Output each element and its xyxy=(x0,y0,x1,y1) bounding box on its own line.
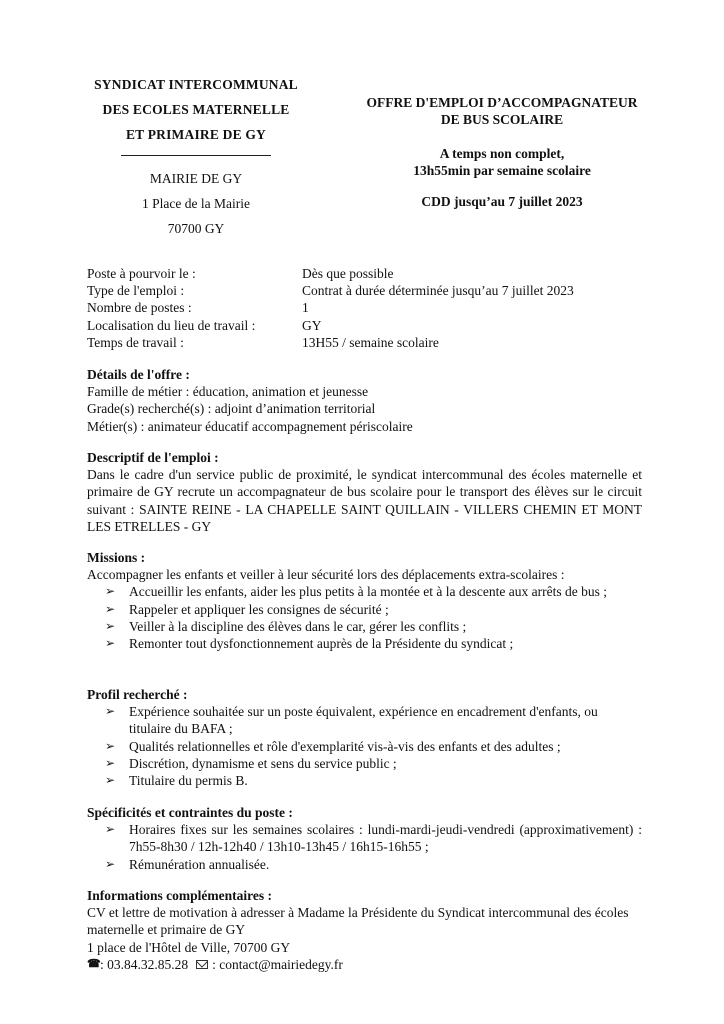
list-item-text: Remonter tout dysfonctionnement auprès de la Présidente du syndicat ; xyxy=(129,636,514,652)
list-item xyxy=(87,821,642,855)
email-address: : contact@mairiedegy.fr xyxy=(212,956,343,972)
missions-intro: Accompagner les enfants et veiller à leur sécurité lors des déplacements extra-scolaires : xyxy=(87,567,565,583)
summary-value: Dès que possible xyxy=(302,266,394,281)
arrow-bullet-icon: ➢ xyxy=(105,636,116,651)
summary-value: 1 xyxy=(302,300,309,316)
list-item-text: Expérience souhaitée sur un poste équivalent, expérience en encadrement d'enfants, ou titulaire du BAFA ; xyxy=(129,704,598,737)
phone-icon: ☎ xyxy=(87,957,101,970)
org-name-line: DES ECOLES MATERNELLE xyxy=(102,102,290,117)
arrow-bullet-icon: ➢ xyxy=(105,618,116,633)
address-line: MAIRIE DE GY xyxy=(149,171,243,186)
summary-value: Contrat à durée déterminée jusqu’au 7 juillet 2023 xyxy=(302,283,574,299)
details-section xyxy=(87,366,642,435)
offer-title-line: OFFRE D'EMPLOI D’ACCOMPAGNATEUR xyxy=(366,95,638,110)
arrow-bullet-icon: ➢ xyxy=(105,584,116,599)
summary-label: Localisation du lieu de travail : xyxy=(87,317,256,333)
arrow-bullet-icon: ➢ xyxy=(105,856,116,871)
contact-line xyxy=(87,956,642,973)
org-name-line: ET PRIMAIRE DE GY xyxy=(125,127,267,142)
list-item-text: Accueillir les enfants, aider les plus petits à la montée et à la descente aux arrêts de bus ; xyxy=(129,584,607,600)
details-line: Famille de métier : éducation, animation et jeunesse xyxy=(87,384,369,400)
arrow-bullet-icon: ➢ xyxy=(105,704,116,719)
section-title: Spécificités et contraintes du poste : xyxy=(87,805,293,820)
profile-list xyxy=(87,703,642,789)
list-item-text: Horaires fixes sur les semaines scolaires : lundi-mardi-jeudi-vendredi (approximativement) : 7h55-8h30 / 12h-12h40 / 13h10-13h45 / 16h15-16h55 ; xyxy=(129,822,642,855)
org-name-line: SYNDICAT INTERCOMMUNAL xyxy=(94,77,298,92)
arrow-bullet-icon: ➢ xyxy=(105,738,116,753)
list-item-text: Rappeler et appliquer les consignes de sécurité ; xyxy=(129,601,389,617)
constraints-section xyxy=(87,804,642,873)
details-line: Métier(s) : animateur éducatif accompagnement périscolaire xyxy=(87,418,413,434)
summary-row xyxy=(87,265,647,282)
phone-number: : 03.84.32.85.28 xyxy=(100,956,189,972)
summary-value: GY xyxy=(302,317,322,333)
info-address: 1 place de l'Hôtel de Ville, 70700 GY xyxy=(87,939,291,955)
summary-row xyxy=(87,317,647,334)
summary-label: Nombre de postes : xyxy=(87,300,192,316)
info-section xyxy=(87,887,642,973)
summary-row xyxy=(87,282,647,299)
summary-row xyxy=(87,334,647,351)
list-item-text: Veiller à la discipline des élèves dans le car, gérer les conflits ; xyxy=(129,618,467,634)
details-line: Grade(s) recherché(s) : adjoint d’animation territorial xyxy=(87,401,376,417)
description-section xyxy=(87,449,642,535)
arrow-bullet-icon: ➢ xyxy=(105,755,116,770)
work-time-line: A temps non complet, xyxy=(439,146,565,161)
missions-section xyxy=(87,549,642,652)
list-item xyxy=(87,583,642,600)
list-item-text: Qualités relationnelles et rôle d'exemplarité vis-à-vis des enfants et des adultes ; xyxy=(129,738,561,754)
list-item xyxy=(87,772,642,789)
summary-label: Poste à pourvoir le : xyxy=(87,266,196,281)
list-item-text: Rémunération annualisée. xyxy=(129,856,270,872)
arrow-bullet-icon: ➢ xyxy=(105,601,116,616)
header-organization xyxy=(80,72,312,241)
list-item xyxy=(87,601,642,618)
summary-label: Type de l'emploi : xyxy=(87,283,185,299)
description-text: Dans le cadre d'un service public de proximité, le syndicat intercommunal des écoles maternelle et primaire de GY recrute un accompagnateur de bus scolaire pour le transport des élèves sur le circuit suivant : SAINTE REINE - LA CHAPELLE SAINT QUILLAIN - VILLERS CHEMIN ET MONT LES ETRELLES - GY xyxy=(87,467,642,534)
section-title: Descriptif de l'emploi : xyxy=(87,450,219,465)
list-item xyxy=(87,738,642,755)
address-line: 70700 GY xyxy=(167,221,225,236)
offer-header xyxy=(352,94,652,210)
arrow-bullet-icon: ➢ xyxy=(105,822,116,837)
section-title: Informations complémentaires : xyxy=(87,888,272,903)
section-title: Missions : xyxy=(87,550,146,565)
list-item xyxy=(87,618,642,635)
missions-list xyxy=(87,583,642,652)
section-title: Profil recherché : xyxy=(87,687,188,702)
arrow-bullet-icon: ➢ xyxy=(105,773,116,788)
list-item xyxy=(87,635,642,652)
offer-title-line: DE BUS SCOLAIRE xyxy=(440,112,564,127)
list-item xyxy=(87,856,642,873)
header-divider xyxy=(121,155,271,156)
profile-section xyxy=(87,686,642,789)
list-item xyxy=(87,755,642,772)
list-item-text: Titulaire du permis B. xyxy=(129,773,248,789)
summary-label: Temps de travail : xyxy=(87,334,184,350)
work-time-line: 13h55min par semaine scolaire xyxy=(413,163,591,178)
address-line: 1 Place de la Mairie xyxy=(142,196,250,211)
info-text: CV et lettre de motivation à adresser à Madame la Présidente du Syndicat intercommunal des écoles maternelle et primaire de GY xyxy=(87,905,629,938)
summary-row xyxy=(87,299,647,316)
constraints-list xyxy=(87,821,642,873)
section-title: Détails de l'offre : xyxy=(87,367,190,382)
email-icon xyxy=(196,960,208,969)
summary-table xyxy=(87,265,647,351)
summary-value: 13H55 / semaine scolaire xyxy=(302,334,439,350)
list-item xyxy=(87,703,642,737)
contract-line: CDD jusqu’au 7 juillet 2023 xyxy=(421,194,583,209)
list-item-text: Discrétion, dynamisme et sens du service public ; xyxy=(129,755,397,771)
